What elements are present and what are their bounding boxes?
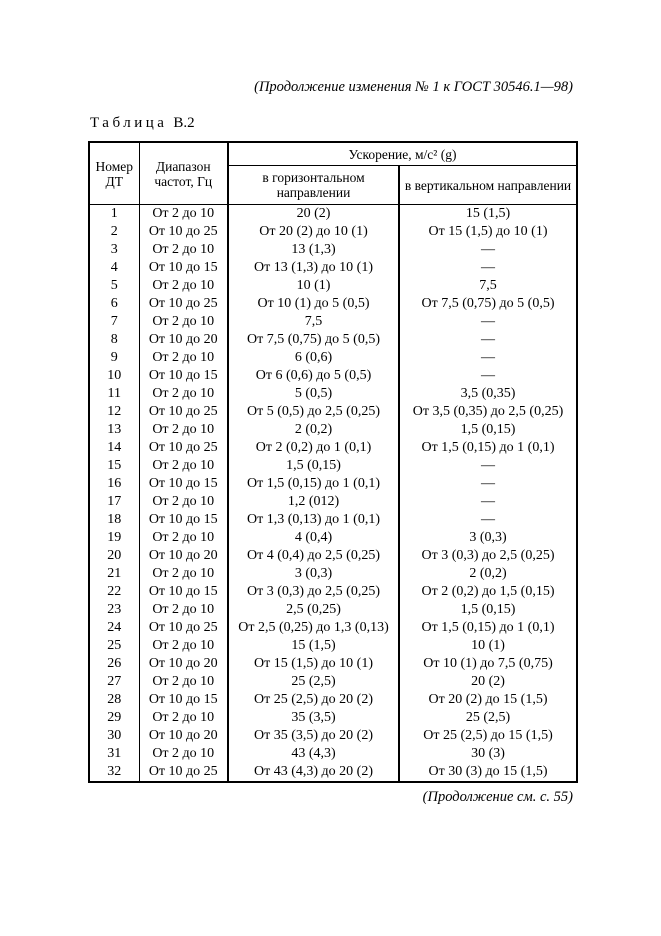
cell-accel-vertical: 1,5 (0,15) <box>399 421 577 439</box>
cell-accel-horizontal: 13 (1,3) <box>228 241 399 259</box>
cell-accel-vertical: 2 (0,2) <box>399 565 577 583</box>
table-header <box>89 142 577 205</box>
table-row <box>89 745 577 763</box>
cell-dt-number: 27 <box>89 673 139 691</box>
table-row <box>89 547 577 565</box>
cell-freq-range: От 2 до 10 <box>139 601 228 619</box>
cell-accel-vertical: 1,5 (0,15) <box>399 601 577 619</box>
cell-accel-horizontal: 43 (4,3) <box>228 745 399 763</box>
cell-dt-number: 31 <box>89 745 139 763</box>
cell-dt-number: 12 <box>89 403 139 421</box>
table-row <box>89 421 577 439</box>
cell-accel-horizontal: От 10 (1) до 5 (0,5) <box>228 295 399 313</box>
table-row <box>89 691 577 709</box>
cell-freq-range: От 2 до 10 <box>139 565 228 583</box>
cell-dt-number: 29 <box>89 709 139 727</box>
cell-freq-range: От 10 до 25 <box>139 763 228 782</box>
cell-dt-number: 18 <box>89 511 139 529</box>
table-row <box>89 439 577 457</box>
cell-accel-horizontal: 25 (2,5) <box>228 673 399 691</box>
acceleration-table <box>88 141 578 783</box>
table-row <box>89 403 577 421</box>
cell-accel-horizontal: 2 (0,2) <box>228 421 399 439</box>
cell-accel-vertical: — <box>399 367 577 385</box>
cell-accel-horizontal: От 4 (0,4) до 2,5 (0,25) <box>228 547 399 565</box>
cell-accel-horizontal: От 5 (0,5) до 2,5 (0,25) <box>228 403 399 421</box>
table-row <box>89 655 577 673</box>
cell-accel-horizontal: От 15 (1,5) до 10 (1) <box>228 655 399 673</box>
cell-freq-range: От 2 до 10 <box>139 709 228 727</box>
cell-freq-range: От 2 до 10 <box>139 205 228 224</box>
cell-freq-range: От 10 до 15 <box>139 511 228 529</box>
table-row <box>89 313 577 331</box>
table-row <box>89 727 577 745</box>
cell-accel-horizontal: От 1,3 (0,13) до 1 (0,1) <box>228 511 399 529</box>
cell-dt-number: 13 <box>89 421 139 439</box>
cell-dt-number: 15 <box>89 457 139 475</box>
cell-freq-range: От 2 до 10 <box>139 241 228 259</box>
cell-accel-vertical: 15 (1,5) <box>399 205 577 224</box>
continuation-footer-note: (Продолжение см. с. 55) <box>422 789 573 805</box>
cell-dt-number: 2 <box>89 223 139 241</box>
table-row <box>89 223 577 241</box>
cell-accel-horizontal: От 7,5 (0,75) до 5 (0,5) <box>228 331 399 349</box>
cell-dt-number: 10 <box>89 367 139 385</box>
table-caption-number: В.2 <box>173 115 195 131</box>
table-row <box>89 673 577 691</box>
cell-accel-vertical: 25 (2,5) <box>399 709 577 727</box>
cell-accel-vertical: От 3,5 (0,35) до 2,5 (0,25) <box>399 403 577 421</box>
cell-dt-number: 3 <box>89 241 139 259</box>
cell-accel-horizontal: От 13 (1,3) до 10 (1) <box>228 259 399 277</box>
cell-freq-range: От 10 до 25 <box>139 403 228 421</box>
cell-freq-range: От 10 до 25 <box>139 439 228 457</box>
table-row <box>89 565 577 583</box>
table-row <box>89 277 577 295</box>
continuation-header-note: (Продолжение изменения № 1 к ГОСТ 30546.1—98) <box>254 79 573 95</box>
cell-freq-range: От 2 до 10 <box>139 349 228 367</box>
cell-freq-range: От 10 до 15 <box>139 475 228 493</box>
cell-freq-range: От 2 до 10 <box>139 529 228 547</box>
cell-accel-vertical: От 10 (1) до 7,5 (0,75) <box>399 655 577 673</box>
cell-accel-horizontal: От 6 (0,6) до 5 (0,5) <box>228 367 399 385</box>
cell-accel-horizontal: 7,5 <box>228 313 399 331</box>
table-row <box>89 493 577 511</box>
cell-accel-vertical: От 20 (2) до 15 (1,5) <box>399 691 577 709</box>
cell-dt-number: 32 <box>89 763 139 782</box>
cell-dt-number: 17 <box>89 493 139 511</box>
cell-accel-horizontal: 3 (0,3) <box>228 565 399 583</box>
cell-accel-horizontal: 20 (2) <box>228 205 399 224</box>
cell-freq-range: От 10 до 20 <box>139 655 228 673</box>
cell-freq-range: От 10 до 15 <box>139 259 228 277</box>
cell-accel-vertical: От 30 (3) до 15 (1,5) <box>399 763 577 782</box>
cell-freq-range: От 2 до 10 <box>139 457 228 475</box>
cell-accel-horizontal: От 35 (3,5) до 20 (2) <box>228 727 399 745</box>
table-row <box>89 511 577 529</box>
cell-dt-number: 9 <box>89 349 139 367</box>
cell-accel-vertical: От 1,5 (0,15) до 1 (0,1) <box>399 619 577 637</box>
table-row <box>89 709 577 727</box>
cell-dt-number: 23 <box>89 601 139 619</box>
cell-dt-number: 25 <box>89 637 139 655</box>
cell-dt-number: 11 <box>89 385 139 403</box>
table-header-row-1 <box>89 142 577 166</box>
cell-accel-vertical: — <box>399 313 577 331</box>
cell-dt-number: 20 <box>89 547 139 565</box>
table-row <box>89 619 577 637</box>
cell-freq-range: От 10 до 25 <box>139 295 228 313</box>
cell-dt-number: 4 <box>89 259 139 277</box>
table-row <box>89 457 577 475</box>
cell-accel-horizontal: 10 (1) <box>228 277 399 295</box>
cell-accel-horizontal: От 2 (0,2) до 1 (0,1) <box>228 439 399 457</box>
cell-dt-number: 21 <box>89 565 139 583</box>
cell-accel-horizontal: От 20 (2) до 10 (1) <box>228 223 399 241</box>
column-header-acceleration: Ускорение, м/с² (g) <box>228 142 577 166</box>
cell-freq-range: От 2 до 10 <box>139 277 228 295</box>
cell-freq-range: От 2 до 10 <box>139 673 228 691</box>
cell-accel-vertical: 30 (3) <box>399 745 577 763</box>
table-row <box>89 637 577 655</box>
cell-accel-horizontal: 1,5 (0,15) <box>228 457 399 475</box>
cell-freq-range: От 10 до 20 <box>139 331 228 349</box>
table-row <box>89 475 577 493</box>
cell-dt-number: 26 <box>89 655 139 673</box>
table-row <box>89 529 577 547</box>
table-row <box>89 367 577 385</box>
cell-accel-vertical: 10 (1) <box>399 637 577 655</box>
table-row <box>89 259 577 277</box>
cell-freq-range: От 10 до 25 <box>139 619 228 637</box>
column-header-vertical: в вертикальном направлении <box>399 166 577 205</box>
cell-accel-horizontal: 35 (3,5) <box>228 709 399 727</box>
table-caption-word: Таблица <box>90 115 168 131</box>
cell-accel-vertical: От 25 (2,5) до 15 (1,5) <box>399 727 577 745</box>
cell-dt-number: 5 <box>89 277 139 295</box>
cell-accel-vertical: — <box>399 331 577 349</box>
cell-dt-number: 22 <box>89 583 139 601</box>
cell-dt-number: 14 <box>89 439 139 457</box>
cell-accel-vertical: — <box>399 493 577 511</box>
table-row <box>89 349 577 367</box>
cell-dt-number: 16 <box>89 475 139 493</box>
cell-freq-range: От 10 до 20 <box>139 727 228 745</box>
table-body <box>89 205 577 783</box>
cell-freq-range: От 2 до 10 <box>139 313 228 331</box>
cell-accel-horizontal: 4 (0,4) <box>228 529 399 547</box>
cell-accel-vertical: От 3 (0,3) до 2,5 (0,25) <box>399 547 577 565</box>
cell-accel-vertical: — <box>399 349 577 367</box>
cell-accel-vertical: — <box>399 475 577 493</box>
column-header-dt-number: Номер ДТ <box>89 142 139 205</box>
cell-accel-vertical: 3,5 (0,35) <box>399 385 577 403</box>
cell-freq-range: От 2 до 10 <box>139 637 228 655</box>
cell-accel-horizontal: 5 (0,5) <box>228 385 399 403</box>
cell-accel-vertical: От 1,5 (0,15) до 1 (0,1) <box>399 439 577 457</box>
cell-accel-horizontal: 6 (0,6) <box>228 349 399 367</box>
cell-accel-horizontal: От 25 (2,5) до 20 (2) <box>228 691 399 709</box>
cell-accel-horizontal: 2,5 (0,25) <box>228 601 399 619</box>
cell-freq-range: От 2 до 10 <box>139 385 228 403</box>
cell-accel-horizontal: От 43 (4,3) до 20 (2) <box>228 763 399 782</box>
cell-dt-number: 30 <box>89 727 139 745</box>
cell-dt-number: 8 <box>89 331 139 349</box>
cell-accel-horizontal: От 3 (0,3) до 2,5 (0,25) <box>228 583 399 601</box>
cell-accel-vertical: 20 (2) <box>399 673 577 691</box>
cell-accel-vertical: 7,5 <box>399 277 577 295</box>
cell-freq-range: От 10 до 15 <box>139 583 228 601</box>
table-row <box>89 331 577 349</box>
table-row <box>89 241 577 259</box>
cell-accel-vertical: — <box>399 511 577 529</box>
table-row <box>89 763 577 782</box>
cell-accel-vertical: 3 (0,3) <box>399 529 577 547</box>
cell-freq-range: От 10 до 15 <box>139 691 228 709</box>
cell-accel-horizontal: От 2,5 (0,25) до 1,3 (0,13) <box>228 619 399 637</box>
cell-freq-range: От 2 до 10 <box>139 421 228 439</box>
cell-freq-range: От 2 до 10 <box>139 493 228 511</box>
cell-dt-number: 24 <box>89 619 139 637</box>
table-row <box>89 601 577 619</box>
column-header-freq-range: Диапазон частот, Гц <box>139 142 228 205</box>
cell-accel-horizontal: 1,2 (012) <box>228 493 399 511</box>
cell-dt-number: 7 <box>89 313 139 331</box>
cell-accel-vertical: — <box>399 241 577 259</box>
cell-accel-vertical: От 7,5 (0,75) до 5 (0,5) <box>399 295 577 313</box>
cell-accel-horizontal: От 1,5 (0,15) до 1 (0,1) <box>228 475 399 493</box>
column-header-horizontal: в горизонтальном направлении <box>228 166 399 205</box>
table-row <box>89 385 577 403</box>
cell-dt-number: 1 <box>89 205 139 224</box>
table-row <box>89 295 577 313</box>
cell-freq-range: От 10 до 15 <box>139 367 228 385</box>
cell-freq-range: От 10 до 25 <box>139 223 228 241</box>
cell-freq-range: От 10 до 20 <box>139 547 228 565</box>
table-row <box>89 205 577 224</box>
cell-dt-number: 6 <box>89 295 139 313</box>
cell-freq-range: От 2 до 10 <box>139 745 228 763</box>
cell-accel-vertical: — <box>399 259 577 277</box>
cell-dt-number: 28 <box>89 691 139 709</box>
cell-accel-horizontal: 15 (1,5) <box>228 637 399 655</box>
cell-accel-vertical: От 15 (1,5) до 10 (1) <box>399 223 577 241</box>
table-caption <box>90 115 195 132</box>
cell-accel-vertical: — <box>399 457 577 475</box>
cell-accel-vertical: От 2 (0,2) до 1,5 (0,15) <box>399 583 577 601</box>
table-row <box>89 583 577 601</box>
cell-dt-number: 19 <box>89 529 139 547</box>
